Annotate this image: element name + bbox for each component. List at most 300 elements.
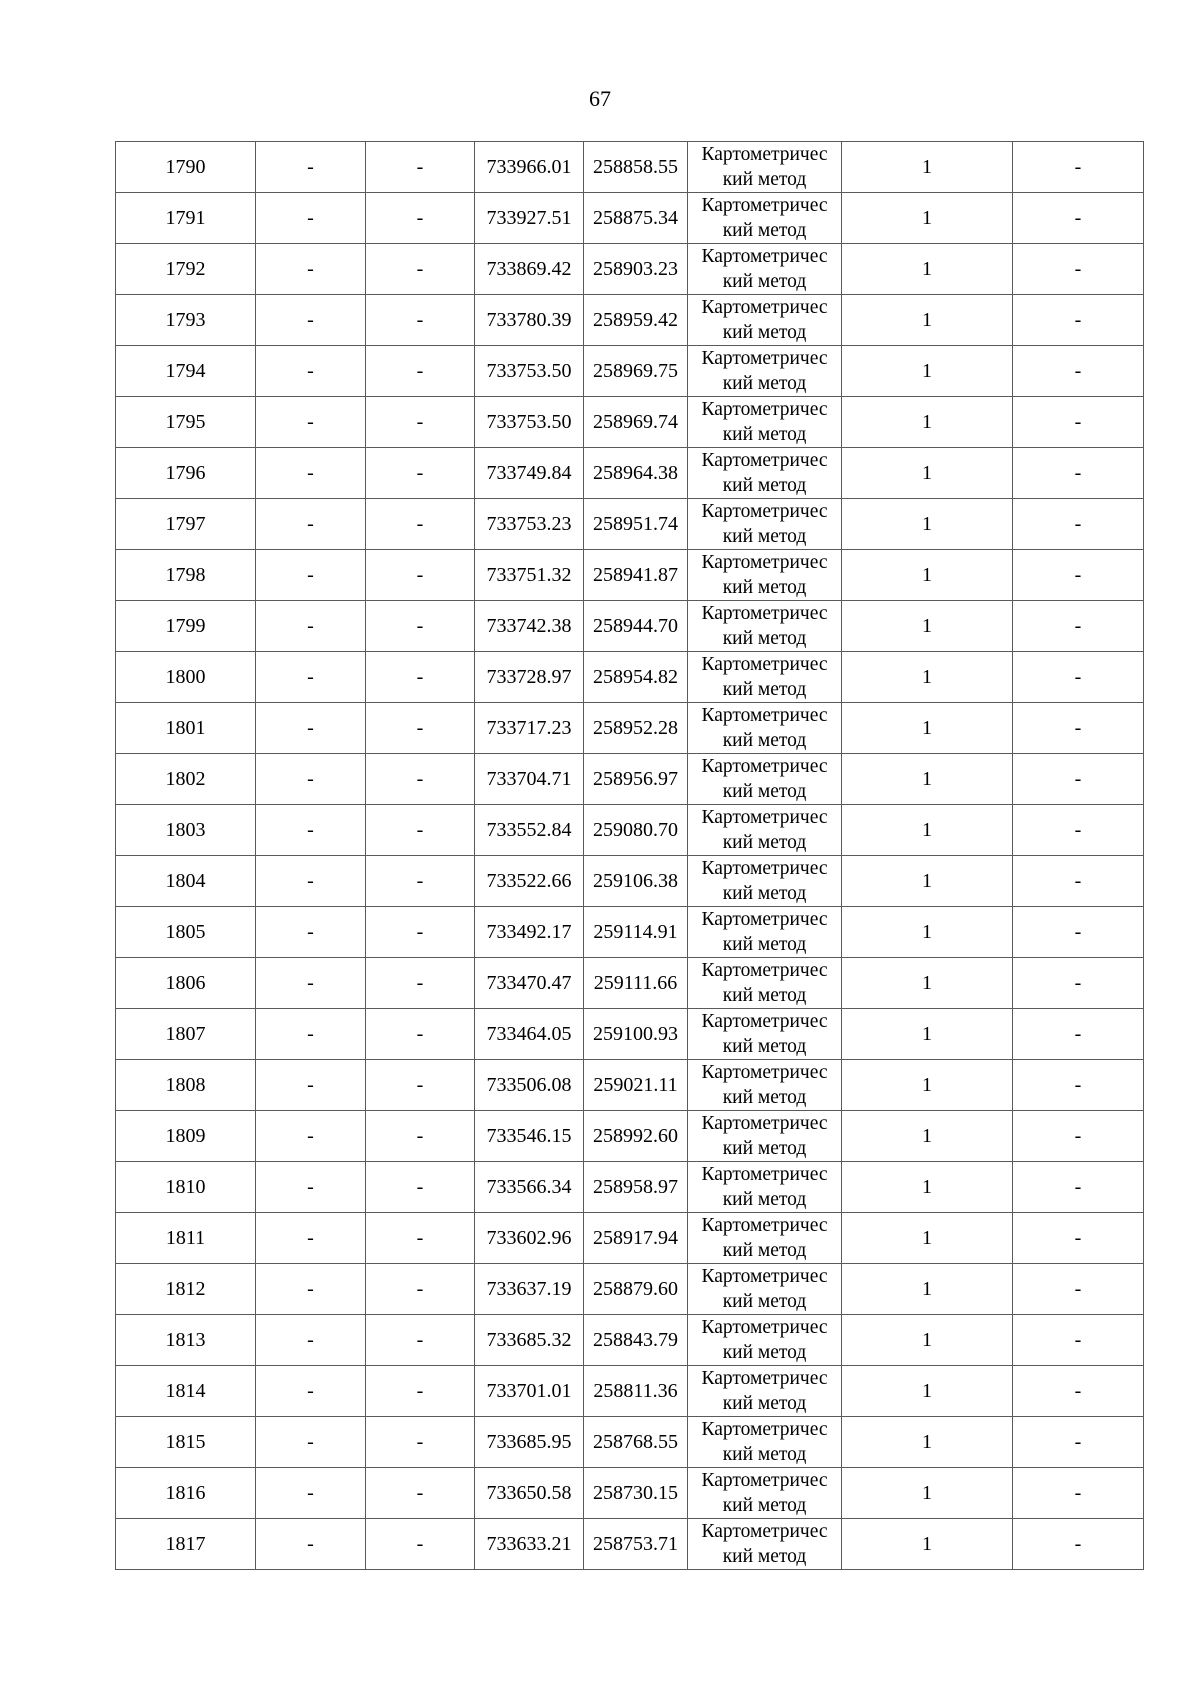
empty-value-cell: -	[366, 1162, 475, 1213]
method-text-line1: Картометричес	[701, 909, 828, 930]
point-number-cell: 1803	[116, 805, 256, 856]
table-row	[116, 1519, 1144, 1570]
empty-value-cell: -	[1013, 958, 1144, 1009]
x-coordinate-cell: 733717.23	[475, 703, 584, 754]
method-text-line2: кий метод	[722, 1393, 807, 1414]
empty-value-cell: -	[1013, 1417, 1144, 1468]
method-cell	[688, 652, 842, 703]
accuracy-cell: 1	[842, 652, 1013, 703]
table-row	[116, 1060, 1144, 1111]
y-coordinate-cell: 258903.23	[584, 244, 688, 295]
table-row	[116, 1468, 1144, 1519]
point-number-cell: 1804	[116, 856, 256, 907]
y-coordinate-cell: 258941.87	[584, 550, 688, 601]
point-number-cell: 1808	[116, 1060, 256, 1111]
method-text-line2: кий метод	[722, 679, 807, 700]
table-row	[116, 193, 1144, 244]
empty-value-cell: -	[1013, 142, 1144, 193]
empty-value-cell: -	[1013, 1060, 1144, 1111]
method-text-line2: кий метод	[722, 832, 807, 853]
point-number-cell: 1816	[116, 1468, 256, 1519]
method-cell	[688, 295, 842, 346]
method-text-line2: кий метод	[722, 1444, 807, 1465]
coordinates-table	[115, 141, 1144, 1570]
method-text-line1: Картометричес	[701, 1062, 828, 1083]
method-text-line2: кий метод	[722, 424, 807, 445]
method-text-line1: Картометричес	[701, 1368, 828, 1389]
empty-value-cell: -	[1013, 397, 1144, 448]
y-coordinate-cell: 258958.97	[584, 1162, 688, 1213]
method-cell	[688, 142, 842, 193]
y-coordinate-cell: 258969.75	[584, 346, 688, 397]
method-text-line1: Картометричес	[701, 1011, 828, 1032]
method-text-line1: Картометричес	[701, 552, 828, 573]
empty-value-cell: -	[1013, 1009, 1144, 1060]
empty-value-cell: -	[366, 907, 475, 958]
empty-value-cell: -	[1013, 448, 1144, 499]
empty-value-cell: -	[256, 907, 366, 958]
empty-value-cell: -	[256, 1519, 366, 1570]
empty-value-cell: -	[256, 1417, 366, 1468]
y-coordinate-cell: 258730.15	[584, 1468, 688, 1519]
method-text-line1: Картометричес	[701, 246, 828, 267]
empty-value-cell: -	[256, 1366, 366, 1417]
table-row	[116, 1417, 1144, 1468]
method-text-line2: кий метод	[722, 628, 807, 649]
method-text-line1: Картометричес	[701, 603, 828, 624]
point-number-cell: 1805	[116, 907, 256, 958]
table-row	[116, 142, 1144, 193]
empty-value-cell: -	[256, 346, 366, 397]
empty-value-cell: -	[1013, 601, 1144, 652]
empty-value-cell: -	[366, 142, 475, 193]
method-cell	[688, 1468, 842, 1519]
method-text-line2: кий метод	[722, 577, 807, 598]
empty-value-cell: -	[366, 754, 475, 805]
empty-value-cell: -	[366, 295, 475, 346]
method-text-line2: кий метод	[722, 1189, 807, 1210]
table-row	[116, 805, 1144, 856]
accuracy-cell: 1	[842, 244, 1013, 295]
x-coordinate-cell: 733869.42	[475, 244, 584, 295]
x-coordinate-cell: 733753.23	[475, 499, 584, 550]
accuracy-cell: 1	[842, 754, 1013, 805]
method-text-line2: кий метод	[722, 781, 807, 802]
method-text-line1: Картометричес	[701, 297, 828, 318]
y-coordinate-cell: 258811.36	[584, 1366, 688, 1417]
y-coordinate-cell: 258753.71	[584, 1519, 688, 1570]
method-text-line1: Картометричес	[701, 1215, 828, 1236]
empty-value-cell: -	[366, 1417, 475, 1468]
table-row	[116, 754, 1144, 805]
x-coordinate-cell: 733566.34	[475, 1162, 584, 1213]
point-number-cell: 1797	[116, 499, 256, 550]
empty-value-cell: -	[256, 295, 366, 346]
y-coordinate-cell: 258956.97	[584, 754, 688, 805]
method-cell	[688, 754, 842, 805]
empty-value-cell: -	[1013, 346, 1144, 397]
table-row	[116, 1162, 1144, 1213]
empty-value-cell: -	[256, 601, 366, 652]
x-coordinate-cell: 733546.15	[475, 1111, 584, 1162]
empty-value-cell: -	[256, 499, 366, 550]
method-text-line1: Картометричес	[701, 1521, 828, 1542]
empty-value-cell: -	[366, 601, 475, 652]
method-text-line1: Картометричес	[701, 807, 828, 828]
accuracy-cell: 1	[842, 142, 1013, 193]
point-number-cell: 1809	[116, 1111, 256, 1162]
method-text-line2: кий метод	[722, 1291, 807, 1312]
x-coordinate-cell: 733742.38	[475, 601, 584, 652]
point-number-cell: 1799	[116, 601, 256, 652]
method-cell	[688, 1162, 842, 1213]
empty-value-cell: -	[1013, 1519, 1144, 1570]
x-coordinate-cell: 733492.17	[475, 907, 584, 958]
x-coordinate-cell: 733780.39	[475, 295, 584, 346]
method-cell	[688, 1213, 842, 1264]
method-text-line2: кий метод	[722, 934, 807, 955]
method-text-line2: кий метод	[722, 1342, 807, 1363]
empty-value-cell: -	[366, 1468, 475, 1519]
table-row	[116, 958, 1144, 1009]
method-cell	[688, 448, 842, 499]
x-coordinate-cell: 733751.32	[475, 550, 584, 601]
accuracy-cell: 1	[842, 448, 1013, 499]
point-number-cell: 1814	[116, 1366, 256, 1417]
x-coordinate-cell: 733966.01	[475, 142, 584, 193]
method-text-line1: Картометричес	[701, 756, 828, 777]
empty-value-cell: -	[256, 1111, 366, 1162]
method-cell	[688, 805, 842, 856]
table-row	[116, 499, 1144, 550]
method-text-line1: Картометричес	[701, 1317, 828, 1338]
method-text-line2: кий метод	[722, 169, 807, 190]
empty-value-cell: -	[256, 805, 366, 856]
empty-value-cell: -	[1013, 856, 1144, 907]
empty-value-cell: -	[366, 193, 475, 244]
empty-value-cell: -	[1013, 244, 1144, 295]
empty-value-cell: -	[1013, 703, 1144, 754]
y-coordinate-cell: 259106.38	[584, 856, 688, 907]
x-coordinate-cell: 733464.05	[475, 1009, 584, 1060]
y-coordinate-cell: 258843.79	[584, 1315, 688, 1366]
empty-value-cell: -	[366, 1060, 475, 1111]
table-row	[116, 907, 1144, 958]
table-row	[116, 1264, 1144, 1315]
method-text-line1: Картометричес	[701, 399, 828, 420]
table-row	[116, 550, 1144, 601]
table-row	[116, 397, 1144, 448]
page-number: 67	[589, 86, 611, 111]
method-text-line1: Картометричес	[701, 144, 828, 165]
y-coordinate-cell: 258917.94	[584, 1213, 688, 1264]
method-cell	[688, 1009, 842, 1060]
table-row	[116, 346, 1144, 397]
empty-value-cell: -	[256, 1213, 366, 1264]
accuracy-cell: 1	[842, 550, 1013, 601]
x-coordinate-cell: 733602.96	[475, 1213, 584, 1264]
empty-value-cell: -	[1013, 1315, 1144, 1366]
method-text-line2: кий метод	[722, 1546, 807, 1567]
method-cell	[688, 601, 842, 652]
method-cell	[688, 1366, 842, 1417]
method-text-line1: Картометричес	[701, 1113, 828, 1134]
table-row	[116, 856, 1144, 907]
point-number-cell: 1798	[116, 550, 256, 601]
method-cell	[688, 244, 842, 295]
point-number-cell: 1790	[116, 142, 256, 193]
table-row	[116, 1366, 1144, 1417]
empty-value-cell: -	[256, 244, 366, 295]
point-number-cell: 1796	[116, 448, 256, 499]
empty-value-cell: -	[1013, 1366, 1144, 1417]
y-coordinate-cell: 258951.74	[584, 499, 688, 550]
method-text-line1: Картометричес	[701, 348, 828, 369]
method-text-line1: Картометричес	[701, 705, 828, 726]
method-text-line2: кий метод	[722, 475, 807, 496]
point-number-cell: 1806	[116, 958, 256, 1009]
method-cell	[688, 703, 842, 754]
point-number-cell: 1813	[116, 1315, 256, 1366]
point-number-cell: 1800	[116, 652, 256, 703]
table-row	[116, 652, 1144, 703]
method-text-line1: Картометричес	[701, 960, 828, 981]
point-number-cell: 1817	[116, 1519, 256, 1570]
method-text-line1: Картометричес	[701, 1419, 828, 1440]
point-number-cell: 1815	[116, 1417, 256, 1468]
y-coordinate-cell: 258768.55	[584, 1417, 688, 1468]
accuracy-cell: 1	[842, 601, 1013, 652]
empty-value-cell: -	[256, 193, 366, 244]
empty-value-cell: -	[366, 1264, 475, 1315]
method-cell	[688, 1111, 842, 1162]
accuracy-cell: 1	[842, 958, 1013, 1009]
method-cell	[688, 397, 842, 448]
method-text-line1: Картометричес	[701, 195, 828, 216]
empty-value-cell: -	[366, 703, 475, 754]
empty-value-cell: -	[256, 1264, 366, 1315]
method-cell	[688, 193, 842, 244]
accuracy-cell: 1	[842, 193, 1013, 244]
y-coordinate-cell: 258954.82	[584, 652, 688, 703]
method-cell	[688, 1519, 842, 1570]
y-coordinate-cell: 258992.60	[584, 1111, 688, 1162]
method-text-line2: кий метод	[722, 1240, 807, 1261]
accuracy-cell: 1	[842, 1009, 1013, 1060]
empty-value-cell: -	[1013, 754, 1144, 805]
y-coordinate-cell: 258879.60	[584, 1264, 688, 1315]
x-coordinate-cell: 733753.50	[475, 397, 584, 448]
empty-value-cell: -	[366, 1519, 475, 1570]
method-text-line1: Картометричес	[701, 1470, 828, 1491]
method-text-line2: кий метод	[722, 271, 807, 292]
method-text-line2: кий метод	[722, 322, 807, 343]
y-coordinate-cell: 259114.91	[584, 907, 688, 958]
empty-value-cell: -	[256, 1315, 366, 1366]
empty-value-cell: -	[256, 550, 366, 601]
method-text-line2: кий метод	[722, 1036, 807, 1057]
accuracy-cell: 1	[842, 1060, 1013, 1111]
x-coordinate-cell: 733685.32	[475, 1315, 584, 1366]
method-cell	[688, 1060, 842, 1111]
x-coordinate-cell: 733704.71	[475, 754, 584, 805]
table-row	[116, 703, 1144, 754]
method-text-line2: кий метод	[722, 1087, 807, 1108]
accuracy-cell: 1	[842, 397, 1013, 448]
method-cell	[688, 1417, 842, 1468]
empty-value-cell: -	[256, 1009, 366, 1060]
accuracy-cell: 1	[842, 805, 1013, 856]
method-text-line1: Картометричес	[701, 501, 828, 522]
empty-value-cell: -	[256, 856, 366, 907]
method-cell	[688, 958, 842, 1009]
empty-value-cell: -	[366, 1213, 475, 1264]
method-text-line2: кий метод	[722, 985, 807, 1006]
x-coordinate-cell: 733753.50	[475, 346, 584, 397]
empty-value-cell: -	[1013, 1162, 1144, 1213]
x-coordinate-cell: 733506.08	[475, 1060, 584, 1111]
method-text-line2: кий метод	[722, 526, 807, 547]
empty-value-cell: -	[366, 1111, 475, 1162]
table-row	[116, 448, 1144, 499]
x-coordinate-cell: 733749.84	[475, 448, 584, 499]
empty-value-cell: -	[256, 958, 366, 1009]
empty-value-cell: -	[1013, 652, 1144, 703]
empty-value-cell: -	[256, 448, 366, 499]
method-text-line2: кий метод	[722, 1138, 807, 1159]
empty-value-cell: -	[366, 856, 475, 907]
accuracy-cell: 1	[842, 1162, 1013, 1213]
empty-value-cell: -	[366, 1315, 475, 1366]
empty-value-cell: -	[1013, 1468, 1144, 1519]
accuracy-cell: 1	[842, 346, 1013, 397]
x-coordinate-cell: 733552.84	[475, 805, 584, 856]
method-text-line2: кий метод	[722, 220, 807, 241]
accuracy-cell: 1	[842, 856, 1013, 907]
empty-value-cell: -	[256, 397, 366, 448]
y-coordinate-cell: 258964.38	[584, 448, 688, 499]
table-body	[116, 142, 1144, 1570]
empty-value-cell: -	[366, 1366, 475, 1417]
y-coordinate-cell: 258969.74	[584, 397, 688, 448]
y-coordinate-cell: 259111.66	[584, 958, 688, 1009]
empty-value-cell: -	[256, 652, 366, 703]
x-coordinate-cell: 733728.97	[475, 652, 584, 703]
point-number-cell: 1793	[116, 295, 256, 346]
method-cell	[688, 856, 842, 907]
x-coordinate-cell: 733470.47	[475, 958, 584, 1009]
accuracy-cell: 1	[842, 499, 1013, 550]
empty-value-cell: -	[366, 1009, 475, 1060]
y-coordinate-cell: 259080.70	[584, 805, 688, 856]
point-number-cell: 1807	[116, 1009, 256, 1060]
method-text-line2: кий метод	[722, 730, 807, 751]
accuracy-cell: 1	[842, 1213, 1013, 1264]
point-number-cell: 1811	[116, 1213, 256, 1264]
method-cell	[688, 550, 842, 601]
point-number-cell: 1810	[116, 1162, 256, 1213]
method-cell	[688, 1315, 842, 1366]
point-number-cell: 1794	[116, 346, 256, 397]
accuracy-cell: 1	[842, 907, 1013, 958]
empty-value-cell: -	[1013, 1111, 1144, 1162]
method-text-line2: кий метод	[722, 883, 807, 904]
x-coordinate-cell: 733701.01	[475, 1366, 584, 1417]
empty-value-cell: -	[366, 805, 475, 856]
accuracy-cell: 1	[842, 1366, 1013, 1417]
empty-value-cell: -	[366, 346, 475, 397]
empty-value-cell: -	[1013, 907, 1144, 958]
table-row	[116, 601, 1144, 652]
method-text-line1: Картометричес	[701, 654, 828, 675]
empty-value-cell: -	[256, 1468, 366, 1519]
method-cell	[688, 499, 842, 550]
empty-value-cell: -	[1013, 193, 1144, 244]
empty-value-cell: -	[1013, 1264, 1144, 1315]
y-coordinate-cell: 259100.93	[584, 1009, 688, 1060]
empty-value-cell: -	[1013, 499, 1144, 550]
x-coordinate-cell: 733927.51	[475, 193, 584, 244]
method-cell	[688, 346, 842, 397]
x-coordinate-cell: 733633.21	[475, 1519, 584, 1570]
table-row	[116, 244, 1144, 295]
table-row	[116, 1111, 1144, 1162]
accuracy-cell: 1	[842, 1468, 1013, 1519]
empty-value-cell: -	[366, 244, 475, 295]
method-text-line1: Картометричес	[701, 1266, 828, 1287]
empty-value-cell: -	[256, 1162, 366, 1213]
method-cell	[688, 1264, 842, 1315]
method-text-line2: кий метод	[722, 1495, 807, 1516]
accuracy-cell: 1	[842, 1264, 1013, 1315]
method-text-line1: Картометричес	[701, 1164, 828, 1185]
accuracy-cell: 1	[842, 1111, 1013, 1162]
accuracy-cell: 1	[842, 703, 1013, 754]
empty-value-cell: -	[366, 652, 475, 703]
table-row	[116, 1213, 1144, 1264]
empty-value-cell: -	[1013, 805, 1144, 856]
empty-value-cell: -	[1013, 1213, 1144, 1264]
accuracy-cell: 1	[842, 1315, 1013, 1366]
empty-value-cell: -	[366, 448, 475, 499]
y-coordinate-cell: 258959.42	[584, 295, 688, 346]
point-number-cell: 1802	[116, 754, 256, 805]
empty-value-cell: -	[256, 1060, 366, 1111]
empty-value-cell: -	[366, 958, 475, 1009]
x-coordinate-cell: 733650.58	[475, 1468, 584, 1519]
method-text-line1: Картометричес	[701, 450, 828, 471]
y-coordinate-cell: 258944.70	[584, 601, 688, 652]
accuracy-cell: 1	[842, 1417, 1013, 1468]
y-coordinate-cell: 258952.28	[584, 703, 688, 754]
point-number-cell: 1812	[116, 1264, 256, 1315]
empty-value-cell: -	[366, 499, 475, 550]
x-coordinate-cell: 733637.19	[475, 1264, 584, 1315]
table-row	[116, 1009, 1144, 1060]
accuracy-cell: 1	[842, 1519, 1013, 1570]
point-number-cell: 1795	[116, 397, 256, 448]
method-cell	[688, 907, 842, 958]
point-number-cell: 1792	[116, 244, 256, 295]
accuracy-cell: 1	[842, 295, 1013, 346]
method-text-line1: Картометричес	[701, 858, 828, 879]
y-coordinate-cell: 258875.34	[584, 193, 688, 244]
table-row	[116, 295, 1144, 346]
table-row	[116, 1315, 1144, 1366]
point-number-cell: 1791	[116, 193, 256, 244]
empty-value-cell: -	[256, 703, 366, 754]
x-coordinate-cell: 733685.95	[475, 1417, 584, 1468]
